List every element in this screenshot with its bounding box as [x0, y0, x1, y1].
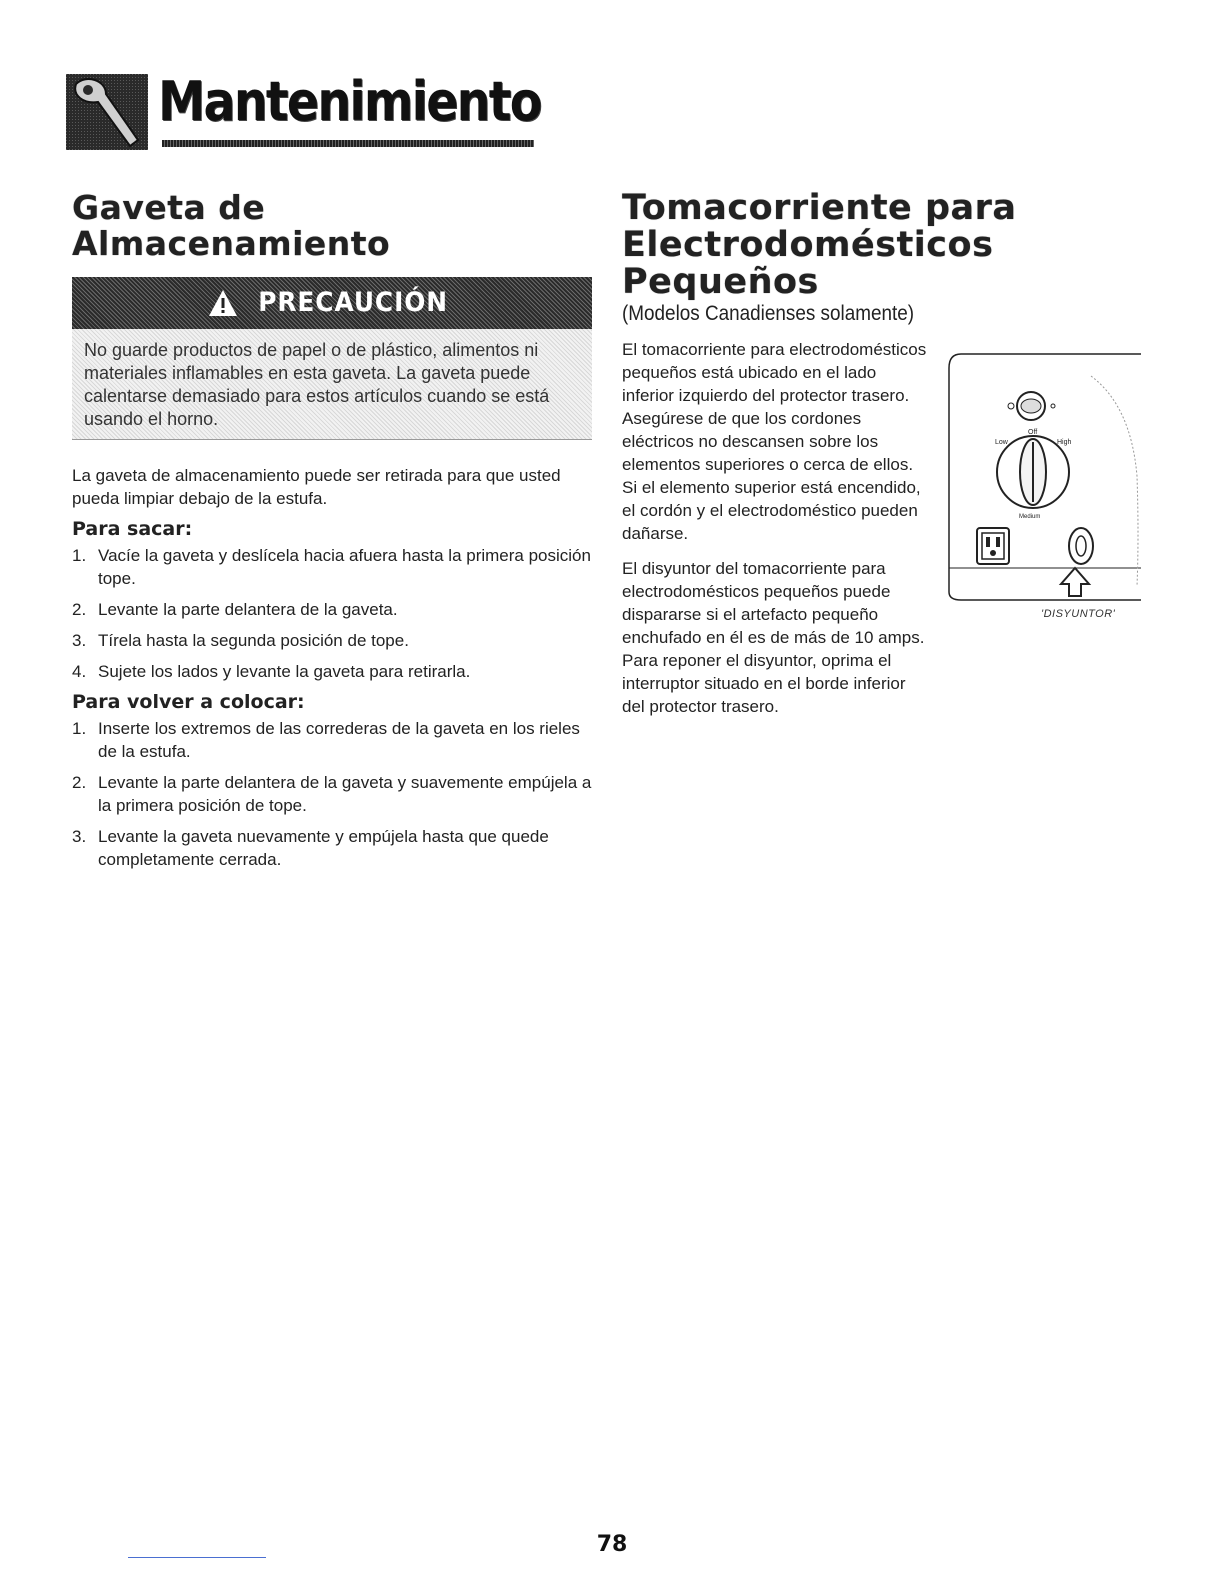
outlet-figure	[941, 346, 1141, 730]
arrow-up-icon	[1061, 568, 1089, 596]
caution-text: No guarde productos de papel o de plástico, alimentos ni materiales inflamables en esta gaveta. La gaveta puede calentarse demasiado para estos artículos cuando se está usando el horno.	[72, 329, 592, 440]
page-number: 78	[596, 1532, 628, 1557]
outlet-text	[622, 338, 927, 730]
backguard-illustration	[941, 346, 1141, 606]
drawer-intro: La gaveta de almacenamiento puede ser retirada para que usted pueda limpiar debajo de la estufa.	[72, 465, 561, 508]
replace-steps	[72, 717, 592, 871]
figure-caption: 'DISYUNTOR'	[1041, 608, 1116, 621]
caution-box	[72, 277, 592, 440]
knob-high-label: High	[1057, 439, 1072, 447]
page-header	[66, 66, 541, 156]
storage-drawer-section	[72, 190, 592, 879]
list-item: 1. Vacíe la gaveta y deslícela hacia afuera hasta la primera posición tope.	[72, 545, 591, 588]
appliance-outlet-section	[622, 190, 1152, 730]
remove-heading: Para sacar:	[72, 517, 193, 540]
list-item: 3. Tírela hasta la segunda posición de tope.	[72, 630, 409, 650]
list-item: 3. Levante la gaveta nuevamente y empújela hasta que quede completamente cerrada.	[72, 826, 549, 869]
outlet-heading-line1: Tomacorriente para	[622, 188, 1017, 228]
footer-rule	[128, 1557, 266, 1558]
outlet-paragraph-1: El tomacorriente para electrodomésticos pequeños está ubicado en el lado inferior izquierdo del protector trasero. Asegúrese de que los cordones eléctricos no descansen sobre los elementos superiores o cerca de ellos. Si el elemento superior está encendido, el cordón y el electrodoméstico pueden dañarse.	[622, 340, 927, 544]
wrench-icon	[66, 74, 148, 150]
page-title: Mantenimiento	[158, 70, 541, 133]
list-item: 1. Inserte los extremos de las correderas de la gaveta en los rieles de la estufa.	[72, 718, 580, 761]
list-item: 2. Levante la parte delantera de la gaveta y suavemente empújela a la primera posición de tope.	[72, 772, 592, 815]
remove-steps	[72, 544, 592, 683]
caution-label: PRECAUCIÓN	[258, 287, 448, 319]
replace-heading: Para volver a colocar:	[72, 690, 305, 713]
title-underline	[162, 140, 534, 147]
outlet-heading-line2: Electrodomésticos Pequeños	[622, 224, 994, 302]
outlet-paragraph-2: El disyuntor del tomacorriente para electrodomésticos pequeños puede dispararse si el artefacto pequeño enchufado en él es de más de 10 amps. Para reponer el disyuntor, oprima el interruptor situado en el borde inferior del protector trasero.	[622, 559, 925, 717]
storage-drawer-heading: Gaveta de Almacenamiento	[72, 188, 391, 264]
outlet-subtitle: (Modelos Canadienses solamente)	[622, 302, 915, 326]
list-item: 4. Sujete los lados y levante la gaveta para retirarla.	[72, 661, 471, 681]
list-item: 2. Levante la parte delantera de la gaveta.	[72, 599, 398, 619]
warning-icon	[208, 289, 238, 317]
caution-banner	[72, 277, 592, 329]
knob-low-label: Low	[995, 439, 1008, 447]
knob-medium-label: Medium	[1019, 514, 1041, 521]
outlet-icon	[977, 528, 1009, 564]
circuit-breaker-icon	[1069, 528, 1093, 564]
knob-off-label: Off	[1028, 429, 1038, 437]
outlet-body	[622, 338, 1152, 730]
